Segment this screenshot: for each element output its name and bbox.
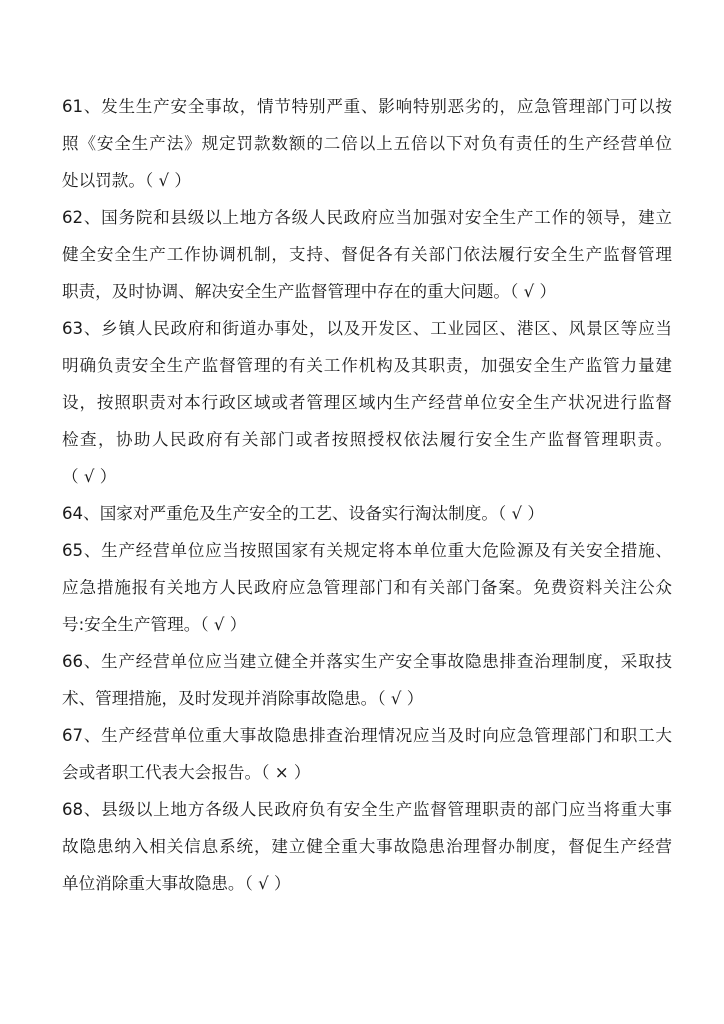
question-68-line-2: 故隐患纳入相关信息系统，建立健全重大事故隐患治理督办制度，督促生产经营 <box>62 837 672 856</box>
question-61-line-3: 处以罚款。（ √ ） <box>62 171 191 190</box>
question-62-line-2: 健全安全生产工作协调机制，支持、督促各有关部门依法履行安全生产监督管理 <box>62 245 672 264</box>
question-68-line-3: 单位消除重大事故隐患。（ √ ） <box>62 874 291 893</box>
question-66-line-2: 术、管理措施，及时发现并消除事故隐患。（ √ ） <box>62 689 424 708</box>
question-63-line-5: （ √ ） <box>62 467 117 486</box>
question-66-line-1: 66、生产经营单位应当建立健全并落实生产安全事故隐患排查治理制度，采取技 <box>62 652 672 671</box>
question-62-line-3: 职责，及时协调、解决安全生产监督管理中存在的重大问题。（ √ ） <box>62 282 557 301</box>
question-62-line-1: 62、国务院和县级以上地方各级人民政府应当加强对安全生产工作的领导，建立 <box>62 208 672 227</box>
question-67-line-2: 会或者职工代表大会报告。（ × ） <box>62 763 311 782</box>
question-65-line-3: 号:安全生产管理。（ √ ） <box>62 615 247 634</box>
question-63-line-4: 检查，协助人民政府有关部门或者按照授权依法履行安全生产监督管理职责。 <box>62 430 672 449</box>
question-64-line-1: 64、国家对严重危及生产安全的工艺、设备实行淘汰制度。（ √ ） <box>62 504 544 523</box>
question-63-line-3: 设，按照职责对本行政区域或者管理区域内生产经营单位安全生产状况进行监督 <box>62 393 672 412</box>
question-61-line-1: 61、发生生产安全事故，情节特别严重、影响特别恶劣的，应急管理部门可以按 <box>62 97 672 116</box>
question-68-line-1: 68、县级以上地方各级人民政府负有安全生产监督管理职责的部门应当将重大事 <box>62 800 672 819</box>
question-67-line-1: 67、生产经营单位重大事故隐患排查治理情况应当及时向应急管理部门和职工大 <box>62 726 672 745</box>
question-63-line-2: 明确负责安全生产监督管理的有关工作机构及其职责，加强安全生产监管力量建 <box>62 356 672 375</box>
question-65-line-2: 应急措施报有关地方人民政府应急管理部门和有关部门备案。免费资料关注公众 <box>62 578 672 597</box>
question-63-line-1: 63、乡镇人民政府和街道办事处，以及开发区、工业园区、港区、风景区等应当 <box>62 319 672 338</box>
question-65-line-1: 65、生产经营单位应当按照国家有关规定将本单位重大危险源及有关安全措施、 <box>62 541 672 560</box>
question-61-line-2: 照《安全生产法》规定罚款数额的二倍以上五倍以下对负有责任的生产经营单位 <box>62 134 672 153</box>
